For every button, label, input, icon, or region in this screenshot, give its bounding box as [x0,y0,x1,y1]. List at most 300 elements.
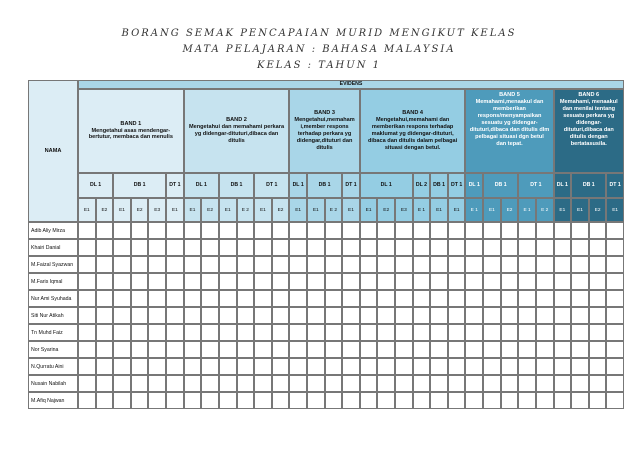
checklist-cell[interactable] [325,273,343,290]
checklist-cell[interactable] [589,222,607,239]
checklist-cell[interactable] [219,256,237,273]
checklist-cell[interactable] [307,273,325,290]
checklist-cell[interactable] [342,273,360,290]
checklist-cell[interactable] [465,324,483,341]
checklist-cell[interactable] [237,290,255,307]
checklist-cell[interactable] [413,239,431,256]
checklist-cell[interactable] [518,375,536,392]
checklist-cell[interactable] [272,256,290,273]
checklist-cell[interactable] [113,222,131,239]
checklist-cell[interactable] [184,256,202,273]
checklist-cell[interactable] [377,392,395,409]
checklist-cell[interactable] [448,239,466,256]
checklist-cell[interactable] [131,273,149,290]
checklist-cell[interactable] [554,256,572,273]
checklist-cell[interactable] [289,307,307,324]
checklist-cell[interactable] [201,341,219,358]
checklist-cell[interactable] [501,222,519,239]
checklist-cell[interactable] [131,290,149,307]
checklist-cell[interactable] [148,375,166,392]
checklist-cell[interactable] [113,256,131,273]
checklist-cell[interactable] [589,375,607,392]
checklist-cell[interactable] [184,358,202,375]
checklist-cell[interactable] [448,222,466,239]
checklist-cell[interactable] [465,273,483,290]
checklist-cell[interactable] [413,222,431,239]
checklist-cell[interactable] [131,324,149,341]
checklist-cell[interactable] [501,392,519,409]
checklist-cell[interactable] [96,392,114,409]
checklist-cell[interactable] [148,256,166,273]
checklist-cell[interactable] [571,222,589,239]
checklist-cell[interactable] [307,358,325,375]
checklist-cell[interactable] [360,290,378,307]
checklist-cell[interactable] [78,256,96,273]
checklist-cell[interactable] [289,256,307,273]
checklist-cell[interactable] [430,341,448,358]
checklist-cell[interactable] [571,256,589,273]
checklist-cell[interactable] [589,239,607,256]
checklist-cell[interactable] [325,290,343,307]
checklist-cell[interactable] [465,341,483,358]
checklist-cell[interactable] [96,239,114,256]
checklist-cell[interactable] [554,341,572,358]
checklist-cell[interactable] [272,239,290,256]
checklist-cell[interactable] [219,273,237,290]
checklist-cell[interactable] [554,239,572,256]
checklist-cell[interactable] [254,324,272,341]
checklist-cell[interactable] [148,273,166,290]
checklist-cell[interactable] [448,307,466,324]
checklist-cell[interactable] [395,222,413,239]
checklist-cell[interactable] [571,273,589,290]
checklist-cell[interactable] [571,341,589,358]
checklist-cell[interactable] [554,392,572,409]
checklist-cell[interactable] [606,358,624,375]
checklist-cell[interactable] [289,273,307,290]
checklist-cell[interactable] [606,375,624,392]
checklist-cell[interactable] [219,358,237,375]
checklist-cell[interactable] [131,392,149,409]
checklist-cell[interactable] [289,341,307,358]
checklist-cell[interactable] [430,290,448,307]
checklist-cell[interactable] [78,324,96,341]
checklist-cell[interactable] [395,375,413,392]
checklist-cell[interactable] [96,375,114,392]
checklist-cell[interactable] [307,341,325,358]
checklist-cell[interactable] [113,358,131,375]
checklist-cell[interactable] [219,375,237,392]
checklist-cell[interactable] [360,375,378,392]
checklist-cell[interactable] [237,341,255,358]
checklist-cell[interactable] [96,222,114,239]
checklist-cell[interactable] [289,239,307,256]
checklist-cell[interactable] [237,324,255,341]
checklist-cell[interactable] [606,239,624,256]
checklist-cell[interactable] [377,341,395,358]
checklist-cell[interactable] [184,392,202,409]
checklist-cell[interactable] [96,290,114,307]
checklist-cell[interactable] [184,375,202,392]
checklist-cell[interactable] [289,324,307,341]
checklist-cell[interactable] [554,290,572,307]
checklist-cell[interactable] [536,324,554,341]
checklist-cell[interactable] [148,222,166,239]
checklist-cell[interactable] [307,290,325,307]
checklist-cell[interactable] [166,392,184,409]
checklist-cell[interactable] [148,392,166,409]
checklist-cell[interactable] [307,256,325,273]
checklist-cell[interactable] [289,290,307,307]
checklist-cell[interactable] [518,290,536,307]
checklist-cell[interactable] [360,273,378,290]
checklist-cell[interactable] [131,358,149,375]
checklist-cell[interactable] [536,358,554,375]
checklist-cell[interactable] [606,290,624,307]
checklist-cell[interactable] [554,307,572,324]
checklist-cell[interactable] [254,239,272,256]
checklist-cell[interactable] [166,341,184,358]
checklist-cell[interactable] [78,290,96,307]
checklist-cell[interactable] [307,324,325,341]
checklist-cell[interactable] [606,341,624,358]
checklist-cell[interactable] [571,358,589,375]
checklist-cell[interactable] [395,358,413,375]
checklist-cell[interactable] [325,307,343,324]
checklist-cell[interactable] [395,239,413,256]
checklist-cell[interactable] [413,256,431,273]
checklist-cell[interactable] [606,222,624,239]
checklist-cell[interactable] [219,290,237,307]
checklist-cell[interactable] [501,273,519,290]
checklist-cell[interactable] [430,239,448,256]
checklist-cell[interactable] [254,307,272,324]
checklist-cell[interactable] [96,358,114,375]
checklist-cell[interactable] [465,392,483,409]
checklist-cell[interactable] [448,392,466,409]
checklist-cell[interactable] [448,375,466,392]
checklist-cell[interactable] [254,222,272,239]
checklist-cell[interactable] [342,307,360,324]
checklist-cell[interactable] [325,375,343,392]
checklist-cell[interactable] [483,307,501,324]
checklist-cell[interactable] [377,290,395,307]
checklist-cell[interactable] [430,307,448,324]
checklist-cell[interactable] [571,324,589,341]
checklist-cell[interactable] [589,256,607,273]
checklist-cell[interactable] [272,307,290,324]
checklist-cell[interactable] [606,307,624,324]
checklist-cell[interactable] [131,341,149,358]
checklist-cell[interactable] [342,358,360,375]
checklist-cell[interactable] [342,324,360,341]
checklist-cell[interactable] [448,256,466,273]
checklist-cell[interactable] [184,273,202,290]
checklist-cell[interactable] [184,324,202,341]
checklist-cell[interactable] [377,375,395,392]
checklist-cell[interactable] [78,392,96,409]
checklist-cell[interactable] [395,307,413,324]
checklist-cell[interactable] [113,273,131,290]
checklist-cell[interactable] [219,222,237,239]
checklist-cell[interactable] [554,324,572,341]
checklist-cell[interactable] [325,341,343,358]
checklist-cell[interactable] [518,222,536,239]
checklist-cell[interactable] [113,290,131,307]
checklist-cell[interactable] [166,239,184,256]
checklist-cell[interactable] [201,375,219,392]
checklist-cell[interactable] [501,290,519,307]
checklist-cell[interactable] [377,239,395,256]
checklist-cell[interactable] [342,239,360,256]
checklist-cell[interactable] [219,307,237,324]
checklist-cell[interactable] [184,290,202,307]
checklist-cell[interactable] [518,307,536,324]
checklist-cell[interactable] [201,256,219,273]
checklist-cell[interactable] [360,324,378,341]
checklist-cell[interactable] [571,290,589,307]
checklist-cell[interactable] [325,256,343,273]
checklist-cell[interactable] [148,290,166,307]
checklist-cell[interactable] [96,256,114,273]
checklist-cell[interactable] [518,341,536,358]
checklist-cell[interactable] [589,307,607,324]
checklist-cell[interactable] [430,256,448,273]
checklist-cell[interactable] [272,392,290,409]
checklist-cell[interactable] [254,256,272,273]
checklist-cell[interactable] [501,358,519,375]
checklist-cell[interactable] [465,290,483,307]
checklist-cell[interactable] [518,256,536,273]
checklist-cell[interactable] [113,239,131,256]
checklist-cell[interactable] [96,307,114,324]
checklist-cell[interactable] [448,273,466,290]
checklist-cell[interactable] [237,239,255,256]
checklist-cell[interactable] [166,324,184,341]
checklist-cell[interactable] [589,341,607,358]
checklist-cell[interactable] [219,324,237,341]
checklist-cell[interactable] [272,324,290,341]
checklist-cell[interactable] [342,341,360,358]
checklist-cell[interactable] [254,358,272,375]
checklist-cell[interactable] [518,273,536,290]
checklist-cell[interactable] [289,358,307,375]
checklist-cell[interactable] [483,324,501,341]
checklist-cell[interactable] [113,341,131,358]
checklist-cell[interactable] [448,324,466,341]
checklist-cell[interactable] [254,392,272,409]
checklist-cell[interactable] [413,290,431,307]
checklist-cell[interactable] [448,290,466,307]
checklist-cell[interactable] [201,307,219,324]
checklist-cell[interactable] [483,256,501,273]
checklist-cell[interactable] [342,392,360,409]
checklist-cell[interactable] [571,307,589,324]
checklist-cell[interactable] [307,239,325,256]
checklist-cell[interactable] [325,239,343,256]
checklist-cell[interactable] [483,290,501,307]
checklist-cell[interactable] [272,358,290,375]
checklist-cell[interactable] [113,392,131,409]
checklist-cell[interactable] [254,341,272,358]
checklist-cell[interactable] [377,307,395,324]
checklist-cell[interactable] [254,273,272,290]
checklist-cell[interactable] [325,222,343,239]
checklist-cell[interactable] [606,392,624,409]
checklist-cell[interactable] [536,290,554,307]
checklist-cell[interactable] [518,358,536,375]
checklist-cell[interactable] [237,222,255,239]
checklist-cell[interactable] [166,307,184,324]
checklist-cell[interactable] [395,341,413,358]
checklist-cell[interactable] [571,375,589,392]
checklist-cell[interactable] [465,307,483,324]
checklist-cell[interactable] [536,375,554,392]
checklist-cell[interactable] [413,392,431,409]
checklist-cell[interactable] [307,375,325,392]
checklist-cell[interactable] [307,222,325,239]
checklist-cell[interactable] [166,222,184,239]
checklist-cell[interactable] [554,375,572,392]
checklist-cell[interactable] [289,375,307,392]
checklist-cell[interactable] [272,341,290,358]
checklist-cell[interactable] [131,222,149,239]
checklist-cell[interactable] [430,358,448,375]
checklist-cell[interactable] [413,358,431,375]
checklist-cell[interactable] [465,358,483,375]
checklist-cell[interactable] [272,222,290,239]
checklist-cell[interactable] [325,324,343,341]
checklist-cell[interactable] [342,290,360,307]
checklist-cell[interactable] [254,375,272,392]
checklist-cell[interactable] [606,256,624,273]
checklist-cell[interactable] [219,239,237,256]
checklist-cell[interactable] [78,222,96,239]
checklist-cell[interactable] [448,341,466,358]
checklist-cell[interactable] [430,375,448,392]
checklist-cell[interactable] [395,290,413,307]
checklist-cell[interactable] [289,392,307,409]
checklist-cell[interactable] [166,375,184,392]
checklist-cell[interactable] [272,290,290,307]
checklist-cell[interactable] [78,375,96,392]
checklist-cell[interactable] [219,392,237,409]
checklist-cell[interactable] [148,239,166,256]
checklist-cell[interactable] [307,392,325,409]
checklist-cell[interactable] [518,324,536,341]
checklist-cell[interactable] [184,239,202,256]
checklist-cell[interactable] [465,256,483,273]
checklist-cell[interactable] [536,222,554,239]
checklist-cell[interactable] [237,273,255,290]
checklist-cell[interactable] [430,324,448,341]
checklist-cell[interactable] [342,222,360,239]
checklist-cell[interactable] [501,375,519,392]
checklist-cell[interactable] [201,358,219,375]
checklist-cell[interactable] [571,239,589,256]
checklist-cell[interactable] [360,341,378,358]
checklist-cell[interactable] [413,324,431,341]
checklist-cell[interactable] [201,290,219,307]
checklist-cell[interactable] [201,222,219,239]
checklist-cell[interactable] [518,239,536,256]
checklist-cell[interactable] [360,307,378,324]
checklist-cell[interactable] [201,273,219,290]
checklist-cell[interactable] [113,307,131,324]
checklist-cell[interactable] [96,324,114,341]
checklist-cell[interactable] [536,256,554,273]
checklist-cell[interactable] [571,392,589,409]
checklist-cell[interactable] [184,341,202,358]
checklist-cell[interactable] [430,222,448,239]
checklist-cell[interactable] [184,222,202,239]
checklist-cell[interactable] [554,222,572,239]
checklist-cell[interactable] [78,273,96,290]
checklist-cell[interactable] [395,273,413,290]
checklist-cell[interactable] [413,375,431,392]
checklist-cell[interactable] [237,392,255,409]
checklist-cell[interactable] [272,273,290,290]
checklist-cell[interactable] [201,324,219,341]
checklist-cell[interactable] [148,324,166,341]
checklist-cell[interactable] [360,358,378,375]
checklist-cell[interactable] [377,222,395,239]
checklist-cell[interactable] [96,341,114,358]
checklist-cell[interactable] [606,273,624,290]
checklist-cell[interactable] [483,341,501,358]
checklist-cell[interactable] [148,307,166,324]
checklist-cell[interactable] [237,375,255,392]
checklist-cell[interactable] [113,324,131,341]
checklist-cell[interactable] [554,273,572,290]
checklist-cell[interactable] [377,358,395,375]
checklist-cell[interactable] [395,392,413,409]
checklist-cell[interactable] [483,239,501,256]
checklist-cell[interactable] [589,324,607,341]
checklist-cell[interactable] [131,307,149,324]
checklist-cell[interactable] [166,273,184,290]
checklist-cell[interactable] [483,273,501,290]
checklist-cell[interactable] [377,324,395,341]
checklist-cell[interactable] [201,392,219,409]
checklist-cell[interactable] [554,358,572,375]
checklist-cell[interactable] [413,341,431,358]
checklist-cell[interactable] [184,307,202,324]
checklist-cell[interactable] [501,341,519,358]
checklist-cell[interactable] [395,324,413,341]
checklist-cell[interactable] [430,273,448,290]
checklist-cell[interactable] [501,307,519,324]
checklist-cell[interactable] [166,290,184,307]
checklist-cell[interactable] [237,358,255,375]
checklist-cell[interactable] [78,358,96,375]
checklist-cell[interactable] [148,341,166,358]
checklist-cell[interactable] [131,239,149,256]
checklist-cell[interactable] [536,392,554,409]
checklist-cell[interactable] [483,358,501,375]
checklist-cell[interactable] [342,256,360,273]
checklist-cell[interactable] [589,290,607,307]
checklist-cell[interactable] [501,324,519,341]
checklist-cell[interactable] [78,307,96,324]
checklist-cell[interactable] [465,222,483,239]
checklist-cell[interactable] [413,307,431,324]
checklist-cell[interactable] [237,256,255,273]
checklist-cell[interactable] [219,341,237,358]
checklist-cell[interactable] [342,375,360,392]
checklist-cell[interactable] [430,392,448,409]
checklist-cell[interactable] [413,273,431,290]
